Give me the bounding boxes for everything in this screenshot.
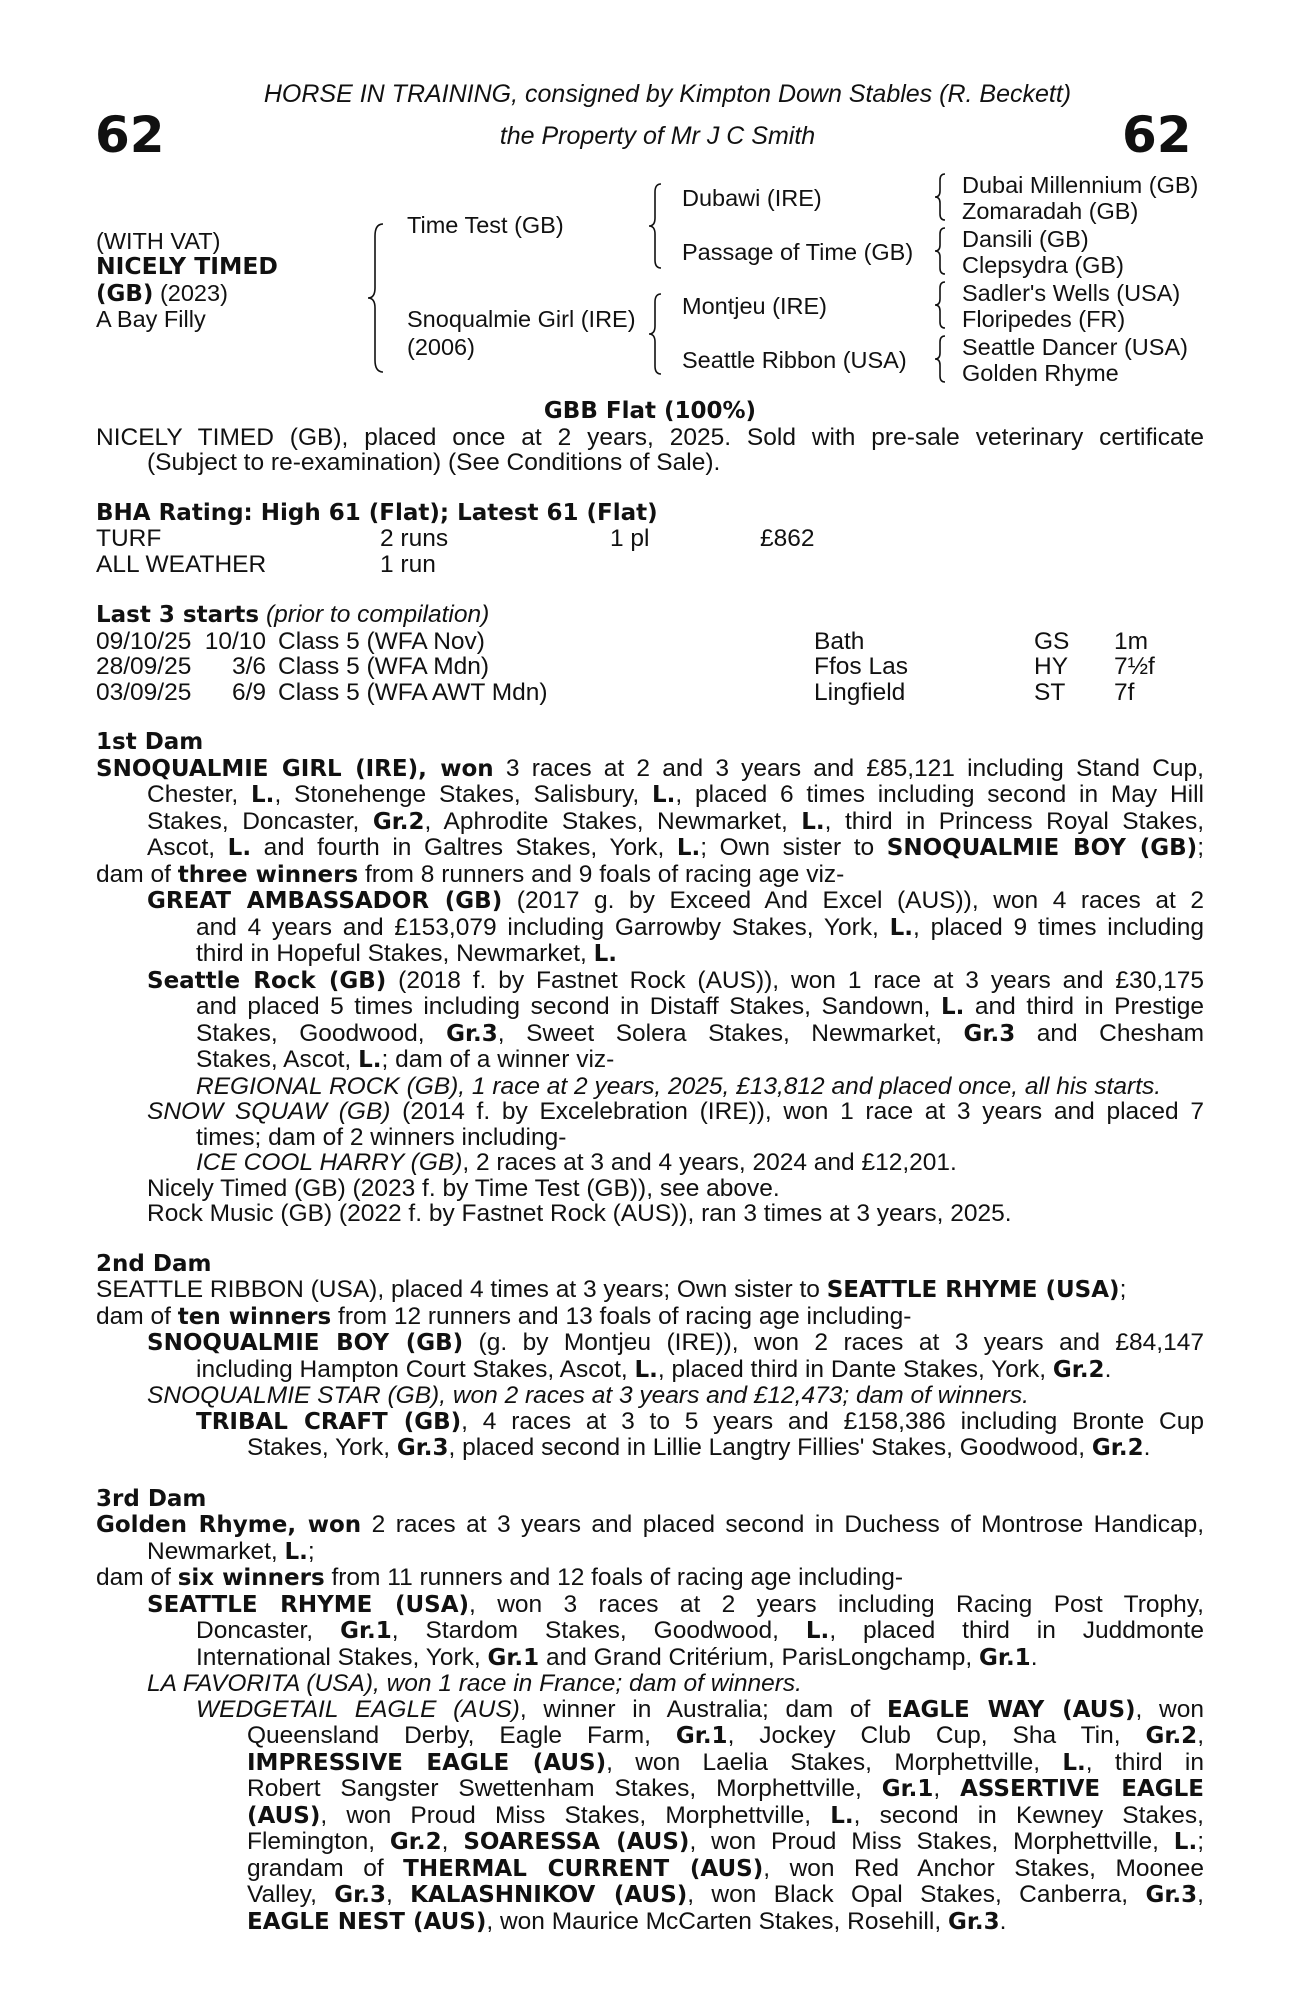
bha-rating-heading: BHA Rating: High 61 (Flat); Latest 61 (Flat) — [96, 499, 658, 526]
dam3-line: Newmarket, L.; — [147, 1537, 315, 1565]
start-row: 28/09/25 3/6 Class 5 (WFA Mdn) Ffos Las HY 7½f — [96, 653, 1155, 680]
produce-line: Flemington, Gr.2, SOARESSA (AUS), won Proud Miss Stakes, Morphettville, L.; — [247, 1828, 1205, 1855]
produce-line: Valley, Gr.3, KALASHNIKOV (AUS), won Black Opal Stakes, Canberra, Gr.3, — [247, 1881, 1204, 1908]
pedigree-dsd: Floripedes (FR) — [962, 306, 1126, 332]
start-row: 09/10/25 10/10 Class 5 (WFA Nov) Bath GS 1m — [96, 627, 1149, 655]
produce-line: grandam of THERMAL CURRENT (AUS), won Red Anchor Stakes, Moonee — [247, 1854, 1205, 1882]
produce-seattle-rhyme: SEATTLE RHYME (USA), won 3 races at 2 years including Racing Post Trophy, — [147, 1590, 1204, 1618]
pedigree-brace-dd — [934, 334, 948, 384]
pedigree-brace-sire — [648, 182, 664, 270]
pedigree-sds: Dansili (GB) — [962, 226, 1089, 252]
intro-line-1: NICELY TIMED (GB), placed once at 2 years, 2025. Sold with pre-sale veterinary certificate — [96, 423, 1204, 451]
consignor-heading: HORSE IN TRAINING, consigned by Kimpton Down Stables (R. Beckett) — [263, 80, 1072, 108]
produce-line: third in Hopeful Stakes, Newmarket, L. — [196, 940, 618, 967]
pedigree-ddd: Golden Rhyme — [962, 360, 1119, 386]
horse-description: A Bay Filly — [96, 306, 206, 332]
horse-country: (GB) — [96, 281, 154, 307]
rating-row-turf — [96, 526, 1204, 552]
pedigree-dam-sire: Montjeu (IRE) — [682, 293, 827, 319]
rating-runs: 2 runs — [380, 525, 449, 552]
produce-great-ambassador: GREAT AMBASSADOR (GB) (2017 g. by Exceed And Excel (AUS)), won 4 races at 2 — [147, 887, 1204, 914]
produce-line: Queensland Derby, Eagle Farm, Gr.1, Jockey Club Cup, Sha Tin, Gr.2, — [247, 1722, 1204, 1749]
produce-line: times; dam of 2 winners including- — [196, 1123, 567, 1151]
produce-regional-rock: REGIONAL ROCK (GB), 1 race at 2 years, 2025, £13,812 and placed once, all his starts. — [196, 1072, 1162, 1100]
dam2-line: SEATTLE RIBBON (USA), placed 4 times at 3 years; Own sister to SEATTLE RHYME (USA); — [96, 1276, 1127, 1303]
produce-line: (AUS), won Proud Miss Stakes, Morphettville, L., second in Kewney Stakes, — [247, 1801, 1204, 1829]
dam1-line: SNOQUALMIE GIRL (IRE), won 3 races at 2 and 3 years and £85,121 including Stand Cup, — [96, 754, 1204, 782]
pedigree-sire-dam: Passage of Time (GB) — [682, 239, 914, 265]
dam3-dam-of: dam of six winners from 11 runners and 12 foals of racing age including- — [96, 1564, 904, 1591]
produce-nicely-timed: Nicely Timed (GB) (2023 f. by Time Test (GB)), see above. — [147, 1174, 780, 1202]
pedigree-sss: Dubai Millennium (GB) — [962, 172, 1199, 198]
property-heading: the Property of Mr J C Smith — [499, 122, 816, 150]
produce-line: Stakes, Ascot, L.; dam of a winner viz- — [196, 1046, 615, 1073]
produce-tribal-craft: TRIBAL CRAFT (GB), 4 races at 3 to 5 years and £158,386 including Bronte Cup — [196, 1407, 1205, 1435]
produce-line: Stakes, York, Gr.3, placed second in Lillie Langtry Fillies' Stakes, Goodwood, Gr.2. — [247, 1434, 1151, 1461]
catalogue-body — [96, 399, 1204, 1935]
pedigree-brace-ss — [934, 172, 948, 222]
produce-line: including Hampton Court Stakes, Ascot, L., placed third in Dante Stakes, York, Gr.2. — [196, 1355, 1112, 1383]
produce-ice-cool-harry: ICE COOL HARRY (GB), 2 races at 3 and 4 years, 2024 and £12,201. — [196, 1149, 957, 1176]
horse-country-year — [96, 280, 228, 307]
dam3-line: Golden Rhyme, won 2 races at 3 years and placed second in Duchess of Montrose Handicap, — [96, 1511, 1204, 1538]
produce-seattle-rock: Seattle Rock (GB) (2018 f. by Fastnet Rock (AUS)), won 1 race at 3 years and £30,175 — [147, 966, 1204, 994]
pedigree-dds: Seattle Dancer (USA) — [962, 334, 1188, 360]
rating-earnings: £862 — [760, 525, 815, 552]
lot-number-left: 62 — [95, 106, 165, 164]
gbb-flat: GBB Flat (100%) — [543, 398, 757, 424]
dam1-line: Stakes, Doncaster, Gr.2, Aphrodite Stakes, Newmarket, L., third in Princess Royal Stakes, — [147, 807, 1205, 835]
pedigree-dss: Sadler's Wells (USA) — [962, 280, 1181, 306]
dam1-line: Ascot, L. and fourth in Galtres Stakes, York, L.; Own sister to SNOQUALMIE BOY (GB); — [147, 834, 1204, 861]
rating-row-aw — [96, 552, 1204, 578]
pedigree-brace-dam — [648, 292, 664, 376]
lot-number-right: 62 — [1122, 106, 1192, 164]
produce-snoqualmie-star: SNOQUALMIE STAR (GB), won 2 races at 3 years and £12,473; dam of winners. — [147, 1382, 1029, 1409]
pedigree-brace-gen1 — [367, 222, 387, 374]
produce-line: International Stakes, York, Gr.1 and Grand Critérium, ParisLongchamp, Gr.1. — [196, 1643, 1038, 1671]
start-row: 03/09/25 6/9 Class 5 (WFA AWT Mdn) Lingfield ST 7f — [96, 678, 1135, 706]
dam2-dam-of: dam of ten winners from 12 runners and 13 foals of racing age including- — [96, 1302, 912, 1330]
pedigree-dam-dam: Seattle Ribbon (USA) — [682, 347, 907, 373]
pedigree-sdd: Clepsydra (GB) — [962, 252, 1124, 278]
produce-line: Doncaster, Gr.1, Stardom Stakes, Goodwood, L., placed third in Juddmonte — [196, 1617, 1204, 1644]
produce-line: and placed 5 times including second in Distaff Stakes, Sandown, L. and third in Prestige — [196, 993, 1204, 1020]
produce-snow-squaw: SNOW SQUAW (GB) (2014 f. by Excelebration (IRE)), won 1 race at 3 years and placed 7 — [147, 1098, 1204, 1125]
pedigree-ssd: Zomaradah (GB) — [962, 198, 1139, 224]
produce-wedgetail-eagle: WEDGETAIL EAGLE (AUS), winner in Australia; dam of EAGLE WAY (AUS), won — [196, 1695, 1204, 1723]
intro-line-2: (Subject to re-examination) (See Conditions of Sale). — [147, 449, 721, 476]
rating-surface: ALL WEATHER — [96, 550, 267, 578]
produce-line: and 4 years and £153,079 including Garrowby Stakes, York, L., placed 9 times including — [196, 913, 1204, 941]
pedigree-sire: Time Test (GB) — [407, 212, 564, 238]
first-dam-heading: 1st Dam — [96, 729, 204, 755]
produce-line: IMPRESSIVE EAGLE (AUS), won Laelia Stakes, Morphettville, L., third in — [247, 1748, 1204, 1776]
vat-note: (WITH VAT) — [96, 228, 221, 254]
horse-year: (2023) — [159, 280, 228, 306]
third-dam-heading: 3rd Dam — [96, 1485, 207, 1512]
pedigree-dam-year: (2006) — [407, 334, 475, 360]
second-dam-heading: 2nd Dam — [96, 1250, 212, 1277]
last-starts-heading: Last 3 starts (prior to compilation) — [96, 601, 490, 628]
dam1-dam-of: dam of three winners from 8 runners and 9 foals of racing age viz- — [96, 860, 845, 888]
horse-name: NICELY TIMED — [96, 252, 278, 280]
produce-la-favorita: LA FAVORITA (USA), won 1 race in France; dam of winners. — [147, 1670, 802, 1697]
pedigree-dam: Snoqualmie Girl (IRE) — [407, 306, 636, 332]
pedigree-brace-ds — [934, 280, 948, 330]
rating-runs: 1 run — [380, 550, 436, 578]
pedigree-sire-sire: Dubawi (IRE) — [682, 185, 822, 211]
produce-rock-music: Rock Music (GB) (2022 f. by Fastnet Rock (AUS)), ran 3 times at 3 years, 2025. — [147, 1200, 1012, 1227]
dam1-line: Chester, L., Stonehenge Stakes, Salisbury, L., placed 6 times including second in May Hill — [147, 781, 1204, 808]
pedigree-brace-sd — [934, 226, 948, 276]
produce-line: Stakes, Goodwood, Gr.3, Sweet Solera Stakes, Newmarket, Gr.3 and Chesham — [196, 1019, 1204, 1047]
produce-line: Robert Sangster Swettenham Stakes, Morphettville, Gr.1, ASSERTIVE EAGLE — [247, 1775, 1204, 1802]
rating-placed: 1 pl — [610, 525, 650, 552]
rating-surface: TURF — [96, 525, 162, 552]
produce-snoqualmie-boy: SNOQUALMIE BOY (GB) (g. by Montjeu (IRE)), won 2 races at 3 years and £84,147 — [147, 1329, 1204, 1356]
produce-line: EAGLE NEST (AUS), won Maurice McCarten Stakes, Rosehill, Gr.3. — [247, 1907, 1007, 1935]
